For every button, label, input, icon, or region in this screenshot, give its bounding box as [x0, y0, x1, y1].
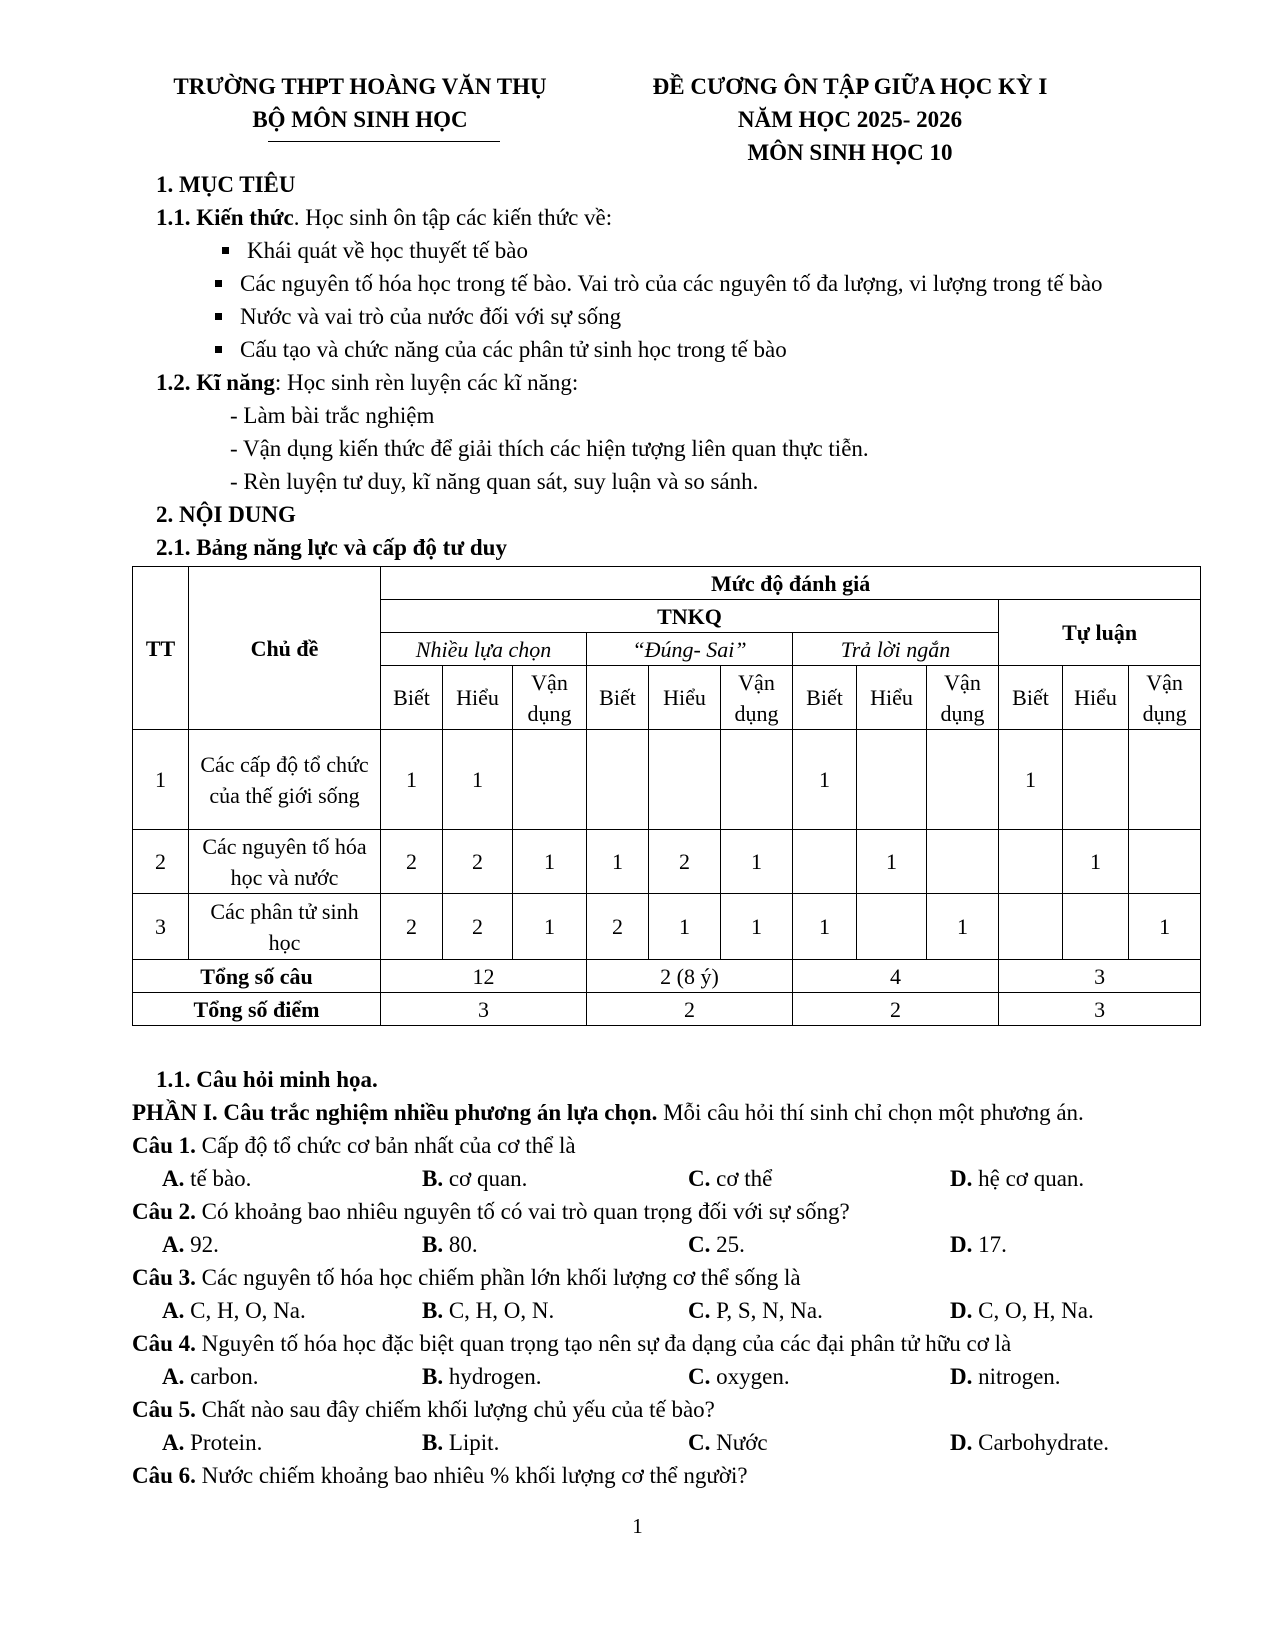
option-d: D. Carbohydrate. [950, 1430, 1110, 1455]
knowledge-text: . Học sinh ôn tập các kiến thức về: [293, 205, 613, 230]
question-label: Câu 5. [132, 1397, 196, 1422]
school-year: NĂM HỌC 2025- 2026 [737, 107, 963, 132]
table-cell: 2 [381, 894, 443, 960]
table-cell [721, 730, 793, 830]
part-label: PHẦN I. Câu trắc nghiệm nhiều phương án lựa chọn. [132, 1100, 658, 1125]
total-questions-row [133, 960, 1201, 993]
knowledge-item-text: Khái quát về học thuyết tế bào [247, 238, 529, 263]
table-cell: 1 [1063, 830, 1129, 894]
total-questions-label: Tổng số câu [133, 960, 381, 993]
option-a: A. carbon. [162, 1364, 259, 1389]
row-tt: 3 [133, 894, 189, 960]
level-understand: Hiểu [649, 666, 721, 730]
table-cell: 1 [1129, 894, 1201, 960]
question-text: Có khoảng bao nhiêu nguyên tố có vai trò quan trọng đối với sự sống? [195, 1199, 850, 1224]
table-cell: 1 [721, 894, 793, 960]
section-2-title: 2. NỘI DUNG [156, 502, 296, 527]
question [132, 1329, 1011, 1359]
table-cell: 2 [793, 993, 999, 1026]
level-apply: Vận dụng [1129, 666, 1201, 730]
question-text: Các nguyên tố hóa học chiếm phần lớn khối lượng cơ thể sống là [195, 1265, 801, 1290]
row-topic: Các nguyên tố hóa học và nước [189, 830, 381, 894]
total-points-label: Tổng số điểm [133, 993, 381, 1026]
question [132, 1461, 748, 1491]
table-cell: 1 [721, 830, 793, 894]
table-cell: 2 [443, 830, 513, 894]
tnkq-header: TNKQ [381, 600, 999, 633]
table-cell: 1 [513, 830, 587, 894]
table-cell: 2 [587, 894, 649, 960]
option-c: C. oxygen. [688, 1364, 790, 1389]
part-heading [132, 1098, 1084, 1128]
knowledge-item [222, 236, 528, 266]
table-cell [1129, 830, 1201, 894]
table-cell: 3 [999, 960, 1201, 993]
group-multiple-choice: Nhiều lựa chọn [381, 633, 587, 666]
group-true-false: “Đúng- Sai” [587, 633, 793, 666]
table-cell: 2 [649, 830, 721, 894]
question [132, 1395, 715, 1425]
question-text: Chất nào sau đây chiếm khối lượng chủ yếu của tế bào? [195, 1397, 715, 1422]
question-label: Câu 3. [132, 1265, 196, 1290]
table-cell [927, 830, 999, 894]
table-cell: 1 [649, 894, 721, 960]
table-cell [1063, 730, 1129, 830]
questions-title: 1.1. Câu hỏi minh họa. [156, 1067, 378, 1092]
skills-item: - Rèn luyện tư duy, kĩ năng quan sát, suy luận và so sánh. [230, 469, 759, 494]
table-cell [1129, 730, 1201, 830]
row-topic: Các cấp độ tổ chức của thế giới sống [189, 730, 381, 830]
table-cell [1063, 894, 1129, 960]
skills-item: - Vận dụng kiến thức để giải thích các hiện tượng liên quan thực tiễn. [230, 436, 869, 461]
table-cell: 12 [381, 960, 587, 993]
knowledge-item-text: Các nguyên tố hóa học trong tế bào. Vai trò của các nguyên tố đa lượng, vi lượng trong tế bào [240, 271, 1103, 296]
question [132, 1263, 801, 1293]
total-points-row [133, 993, 1201, 1026]
table-cell: 2 [381, 830, 443, 894]
table-row [133, 830, 1201, 894]
question-text: Nước chiếm khoảng bao nhiêu % khối lượng cơ thể người? [195, 1463, 748, 1488]
question [132, 1131, 576, 1161]
knowledge-item-text: Nước và vai trò của nước đối với sự sống [240, 304, 622, 329]
option-a: A. Protein. [162, 1430, 263, 1455]
option-d: D. nitrogen. [950, 1364, 1061, 1389]
skills-heading [156, 368, 578, 398]
question [132, 1197, 850, 1227]
level-know: Biết [793, 666, 857, 730]
skills-text: : Học sinh rèn luyện các kĩ năng: [274, 370, 579, 395]
department-name: BỘ MÔN SINH HỌC [252, 107, 468, 132]
square-bullet-icon [215, 313, 222, 320]
table-cell [999, 830, 1063, 894]
knowledge-item-text: Cấu tạo và chức năng của các phân tử sinh học trong tế bào [240, 337, 787, 362]
table-row [133, 894, 1201, 960]
skills-item: - Làm bài trắc nghiệm [230, 403, 435, 428]
table-cell: 1 [381, 730, 443, 830]
table-cell [927, 730, 999, 830]
option-c: C. 25. [688, 1232, 745, 1257]
level-understand: Hiểu [857, 666, 927, 730]
option-a: A. C, H, O, Na. [162, 1298, 306, 1323]
essay-header: Tự luận [999, 600, 1201, 666]
level-know: Biết [587, 666, 649, 730]
level-apply: Vận dụng [927, 666, 999, 730]
option-c: C. cơ thể [688, 1166, 773, 1191]
level-understand: Hiểu [1063, 666, 1129, 730]
option-b: B. cơ quan. [422, 1166, 528, 1191]
knowledge-label: 1.1. Kiến thức [156, 205, 294, 230]
row-tt: 2 [133, 830, 189, 894]
table-cell: 1 [927, 894, 999, 960]
table-cell: 1 [443, 730, 513, 830]
knowledge-heading [156, 203, 612, 233]
question-text: Cấp độ tổ chức cơ bản nhất của cơ thể là [195, 1133, 576, 1158]
question-label: Câu 6. [132, 1463, 196, 1488]
page-number: 1 [632, 1514, 643, 1538]
table-cell [793, 830, 857, 894]
table-cell [587, 730, 649, 830]
table-cell: 1 [793, 894, 857, 960]
subject-name: MÔN SINH HỌC 10 [747, 140, 953, 165]
level-know: Biết [381, 666, 443, 730]
skills-label: 1.2. Kĩ năng [156, 370, 275, 395]
question-label: Câu 1. [132, 1133, 196, 1158]
group-short-answer: Trả lời ngắn [793, 633, 999, 666]
table-cell: 1 [513, 894, 587, 960]
option-c: C. P, S, N, Na. [688, 1298, 823, 1323]
part-text: Mỗi câu hỏi thí sinh chỉ chọn một phương án. [657, 1100, 1084, 1125]
table-title: 2.1. Bảng năng lực và cấp độ tư duy [156, 535, 507, 560]
level-know: Biết [999, 666, 1063, 730]
col-topic: Chủ đề [189, 567, 381, 730]
table-cell: 2 (8 ý) [587, 960, 793, 993]
table-cell [649, 730, 721, 830]
question-label: Câu 2. [132, 1199, 196, 1224]
level-apply: Vận dụng [721, 666, 793, 730]
knowledge-item [215, 269, 1103, 299]
level-understand: Hiểu [443, 666, 513, 730]
assessment-table [132, 566, 1201, 1026]
table-cell [513, 730, 587, 830]
table-cell: 4 [793, 960, 999, 993]
knowledge-item [215, 302, 621, 332]
table-cell [857, 730, 927, 830]
option-d: D. C, O, H, Na. [950, 1298, 1094, 1323]
header-divider [268, 141, 500, 142]
table-cell [857, 894, 927, 960]
section-1-title: 1. MỤC TIÊU [156, 172, 296, 197]
table-cell: 1 [999, 730, 1063, 830]
table-cell: 2 [443, 894, 513, 960]
option-a: A. tế bào. [162, 1166, 252, 1191]
square-bullet-icon [215, 346, 222, 353]
option-d: D. hệ cơ quan. [950, 1166, 1085, 1191]
evaluation-level-header: Mức độ đánh giá [381, 567, 1201, 600]
table-cell: 1 [587, 830, 649, 894]
table-cell [999, 894, 1063, 960]
option-b: B. C, H, O, N. [422, 1298, 555, 1323]
option-b: B. 80. [422, 1232, 478, 1257]
col-tt: TT [133, 567, 189, 730]
table-cell: 3 [381, 993, 587, 1026]
table-cell: 2 [587, 993, 793, 1026]
school-name: TRƯỜNG THPT HOÀNG VĂN THỤ [173, 74, 547, 99]
table-cell: 1 [857, 830, 927, 894]
option-b: B. hydrogen. [422, 1364, 542, 1389]
document-title: ĐỀ CƯƠNG ÔN TẬP GIỮA HỌC KỲ I [652, 74, 1048, 99]
option-a: A. 92. [162, 1232, 219, 1257]
question-label: Câu 4. [132, 1331, 196, 1356]
row-topic: Các phân tử sinh học [189, 894, 381, 960]
square-bullet-icon [222, 247, 229, 254]
table-cell: 1 [793, 730, 857, 830]
table-cell: 3 [999, 993, 1201, 1026]
option-d: D. 17. [950, 1232, 1007, 1257]
question-text: Nguyên tố hóa học đặc biệt quan trọng tạo nên sự đa dạng của các đại phân tử hữu cơ là [195, 1331, 1012, 1356]
square-bullet-icon [215, 280, 222, 287]
knowledge-item [215, 335, 787, 365]
table-row [133, 730, 1201, 830]
option-b: B. Lipit. [422, 1430, 500, 1455]
option-c: C. Nước [688, 1430, 768, 1455]
row-tt: 1 [133, 730, 189, 830]
level-apply: Vận dụng [513, 666, 587, 730]
